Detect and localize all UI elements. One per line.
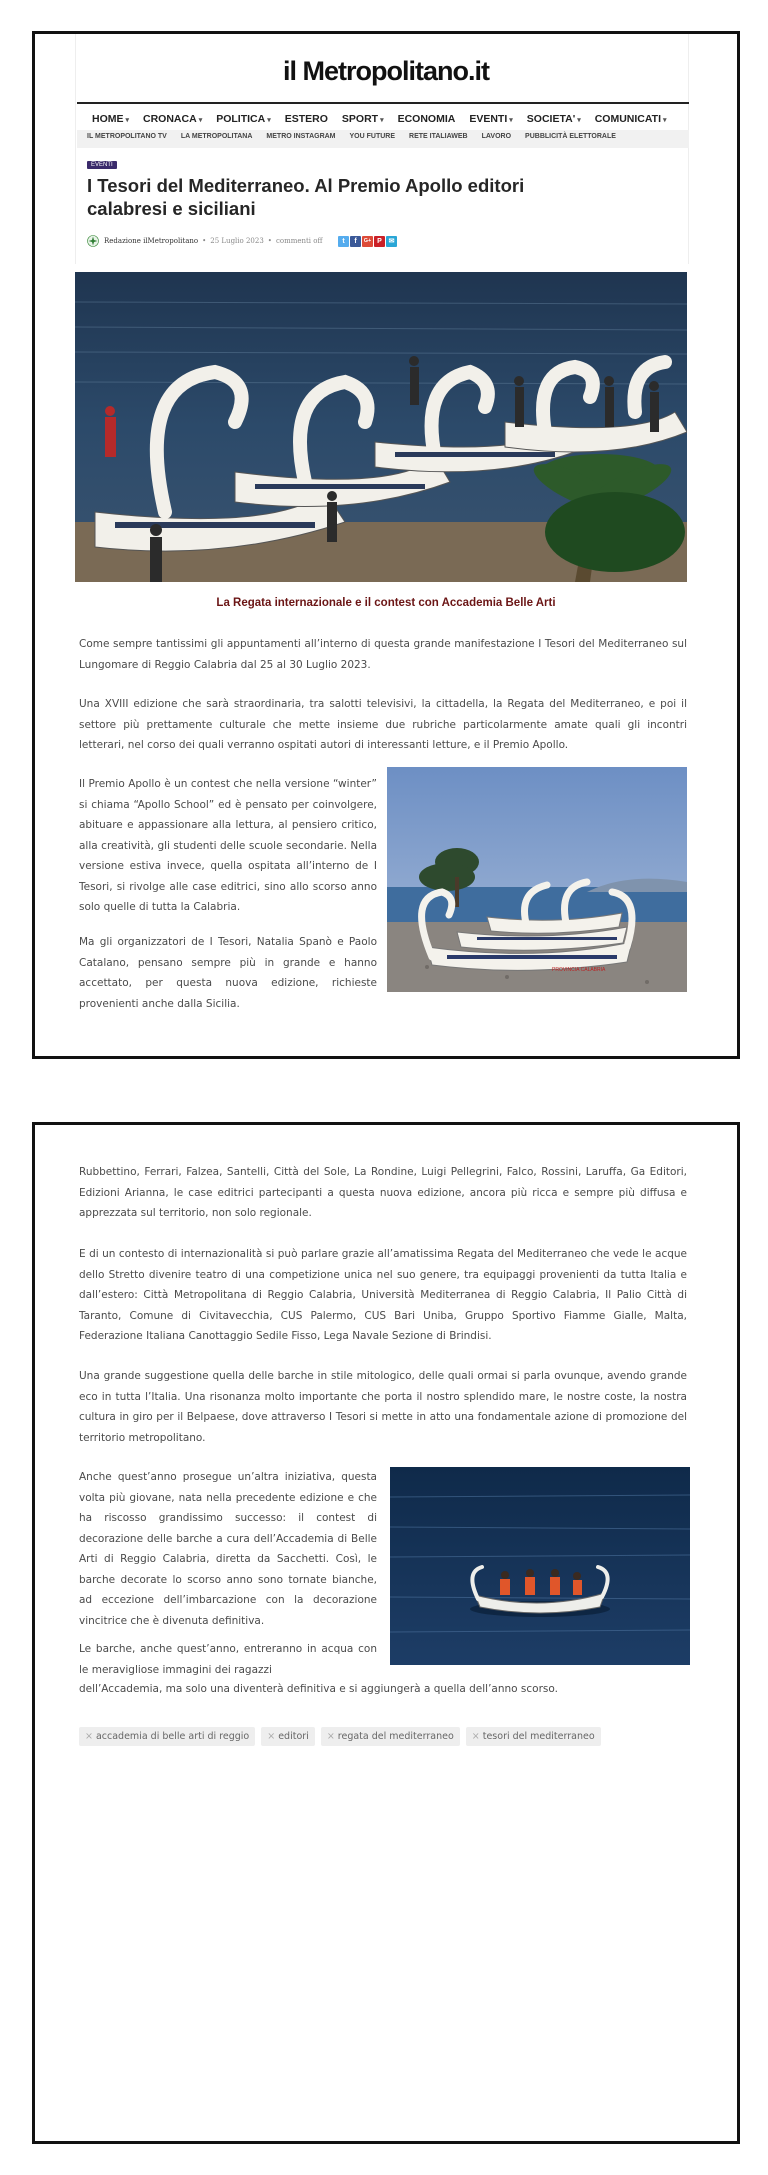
nav-label: ECONOMIA — [397, 113, 456, 125]
nav-estero[interactable] — [278, 107, 335, 129]
chevron-down-icon: ▾ — [380, 117, 384, 124]
paragraph-4: Ma gli organizzatori de I Tesori, Natalia Spanò e Paolo Catalano, pensano sempre più in grande e hanno accettato, per questa nuova edizione, richieste provenienti anche dalla Sicilia. — [79, 936, 377, 1010]
subnav-item[interactable]: RETE ITALIAWEB — [409, 133, 468, 140]
meta-separator: • — [202, 237, 207, 245]
article-title: I Tesori del Mediterraneo. Al Premio Apollo editori calabresi e siciliani — [87, 175, 525, 219]
nav-politica[interactable] — [209, 107, 278, 129]
nav-divider — [77, 102, 689, 104]
tag-item[interactable] — [79, 1727, 255, 1746]
boat-name-label: PROVINCIA CALABRIA — [552, 967, 606, 973]
twitter-share-icon[interactable]: t — [338, 236, 349, 247]
main-nav — [85, 107, 674, 129]
side-photo-illustration — [390, 1467, 690, 1665]
subnav-item[interactable]: METRO INSTAGRAM — [266, 133, 336, 140]
google-plus-share-icon[interactable]: G+ — [362, 236, 373, 247]
comments-status: commenti off — [275, 237, 323, 245]
nav-home[interactable] — [85, 107, 136, 129]
tag-item[interactable] — [466, 1727, 601, 1746]
subnav-item[interactable]: IL METROPOLITANO TV — [87, 133, 167, 140]
nav-eventi[interactable] — [462, 107, 519, 129]
chevron-down-icon: ▾ — [198, 117, 203, 124]
nav-label: COMUNICATI — [594, 113, 661, 125]
category-badge[interactable]: EVENTI — [87, 161, 117, 169]
subnav-item[interactable]: YOU FUTURE — [349, 133, 396, 140]
tag-label: regata del mediterraneo — [337, 1731, 454, 1742]
paragraph-9b: dell’Accademia, ma solo una diventerà definitiva e si aggiungerà a quella dell’anno scorso. — [79, 1683, 558, 1695]
nav-cronaca[interactable] — [136, 107, 209, 129]
paragraph-5: Rubbettino, Ferrari, Falzea, Santelli, Città del Sole, La Rondine, Luigi Pellegrini, Falco, Rossini, Laruffa, Ga Editori, Edizioni Arianna, le case editrici partecipanti a questa nuova edizione, ancora più ricca e sempre più diffusa e apprezzata sul territorio, non solo regionale. — [79, 1166, 687, 1219]
share-buttons — [338, 236, 397, 247]
nav-label: ESTERO — [284, 113, 328, 125]
pinterest-share-icon[interactable]: P — [374, 236, 385, 247]
chevron-down-icon: ▾ — [577, 117, 581, 124]
chevron-down-icon: ▾ — [509, 117, 513, 124]
article-meta — [87, 235, 326, 247]
nav-label: HOME — [92, 113, 124, 125]
page-one — [32, 31, 740, 1059]
paragraph-9a: Le barche, anche quest’anno, entreranno in acqua con le meravigliose immagini dei ragazzi — [79, 1643, 377, 1676]
facebook-share-icon[interactable]: f — [350, 236, 361, 247]
nav-societa[interactable] — [520, 107, 588, 129]
tag-label: tesori del mediterraneo — [482, 1731, 595, 1742]
author-avatar-icon — [87, 235, 99, 247]
nav-comunicati[interactable] — [588, 107, 674, 129]
tag-close-icon: × — [267, 1731, 276, 1742]
subnav-item[interactable]: LAVORO — [481, 133, 512, 140]
paragraph-3: Il Premio Apollo è un contest che nella versione “winter” si chiama “Apollo School” ed è pensato per coinvolgere, abituare e appassionare alla lettura, al pensiero critico, alla creatività, gli studenti delle scuole secondarie. Nella versione estiva invece, quella ospitata all’interno de I Tesori, si rivolge alle case editrici, sino allo scorso anno solo quelle di tutta la Calabria. — [79, 778, 377, 913]
publish-date: 25 Luglio 2023 — [210, 237, 264, 245]
paragraph-8: Anche quest’anno prosegue un’altra iniziativa, questa volta più giovane, nata nella precedente edizione e che ha riscosso grandissimo successo: il contest di decorazione delle barche a cura dell’Accademia di Belle Arti di Reggio Calabria, diretta da Sacchetti. Così, le barche decorate lo scorso anno sono tornate bianche, ad eccezione dell’imbarcazione con la decorazione vincitrice che è divenuta definitiva. — [79, 1471, 377, 1627]
nav-sport[interactable] — [335, 107, 391, 129]
paragraph-1: Come sempre tantissimi gli appuntamenti all’interno di questa grande manifestazione I Tesori del Mediterraneo sul Lungomare di Reggio Calabria dal 25 al 30 Luglio 2023. — [79, 638, 687, 671]
hero-photo-illustration — [75, 272, 687, 582]
side-photo-boat-at-sea — [390, 1467, 690, 1665]
paragraph-7: Una grande suggestione quella delle barche in stile mitologico, delle quali ormai si parla ovunque, avendo grande eco in tutta l’Italia. Una risonanza molto importante che porta il nostro splendido mare, le nostre coste, la nostra cultura in giro per il Belpaese, dove attraverso I Tesori si mette in atto una fondamentale azione di promozione del territorio metropolitano. — [79, 1370, 687, 1444]
tag-list — [79, 1727, 601, 1746]
tag-item[interactable] — [321, 1727, 460, 1746]
tag-label: accademia di belle arti di reggio — [95, 1731, 250, 1742]
nav-label: SOCIETA' — [526, 113, 576, 125]
chevron-down-icon: ▾ — [267, 117, 271, 124]
hero-photo-boats — [75, 272, 687, 582]
email-share-icon[interactable]: ✉ — [386, 236, 397, 247]
tag-item[interactable] — [261, 1727, 315, 1746]
site-logo[interactable]: il Metropolitano.it — [283, 56, 489, 86]
tag-close-icon: × — [326, 1731, 335, 1742]
nav-label: POLITICA — [216, 113, 266, 125]
meta-separator: • — [267, 237, 272, 245]
nav-label: CRONACA — [143, 113, 197, 125]
paragraph-2: Una XVIII edizione che sarà straordinaria, tra salotti televisivi, la cittadella, la Regata del Mediterraneo, e poi il settore più prettamente culturale che mette insieme due rubriche particolarmente amate quali gli incontri letterari, nel corso dei quali verranno ospitati autori di interessanti letture, e il Premio Apollo. — [79, 698, 687, 751]
tag-label: editori — [278, 1731, 309, 1742]
hero-caption: La Regata internazionale e il contest con Accademia Belle Arti — [216, 597, 556, 609]
subnav-item[interactable]: PUBBLICITÀ ELETTORALE — [525, 133, 616, 140]
chevron-down-icon: ▾ — [125, 117, 130, 124]
nav-label: EVENTI — [469, 113, 508, 125]
nav-economia[interactable] — [391, 107, 463, 129]
chevron-down-icon: ▾ — [663, 117, 667, 124]
page-two — [32, 1122, 740, 2144]
paragraph-6: E di un contesto di internazionalità si può parlare grazie all’amatissima Regata del Mediterraneo che vede le acque dello Stretto divenire teatro di una competizione unica nel suo genere, tra equipaggi provenienti da tutta Italia e dall’estero: Città Metropolitana di Reggio Calabria, Università Mediterranea di Reggio Calabria, Il Palio Città di Taranto, Comune di Civitavecchia, CUS Palermo, CUS Bari Uniba, Gruppo Sportivo Fiamme Gialle, Malta, Federazione Italiana Canottaggio Sedile Fisso, Lega Navale Sezione di Brindisi. — [79, 1248, 687, 1342]
tag-close-icon: × — [471, 1731, 480, 1742]
sub-nav — [87, 133, 630, 140]
side-photo-illustration — [387, 767, 687, 992]
nav-label: SPORT — [341, 113, 379, 125]
subnav-item[interactable]: LA METROPOLITANA — [180, 133, 253, 140]
tag-close-icon: × — [85, 1731, 93, 1742]
side-photo-boats-beach — [387, 767, 687, 992]
author-name[interactable]: Redazione ilMetropolitano — [104, 237, 199, 245]
